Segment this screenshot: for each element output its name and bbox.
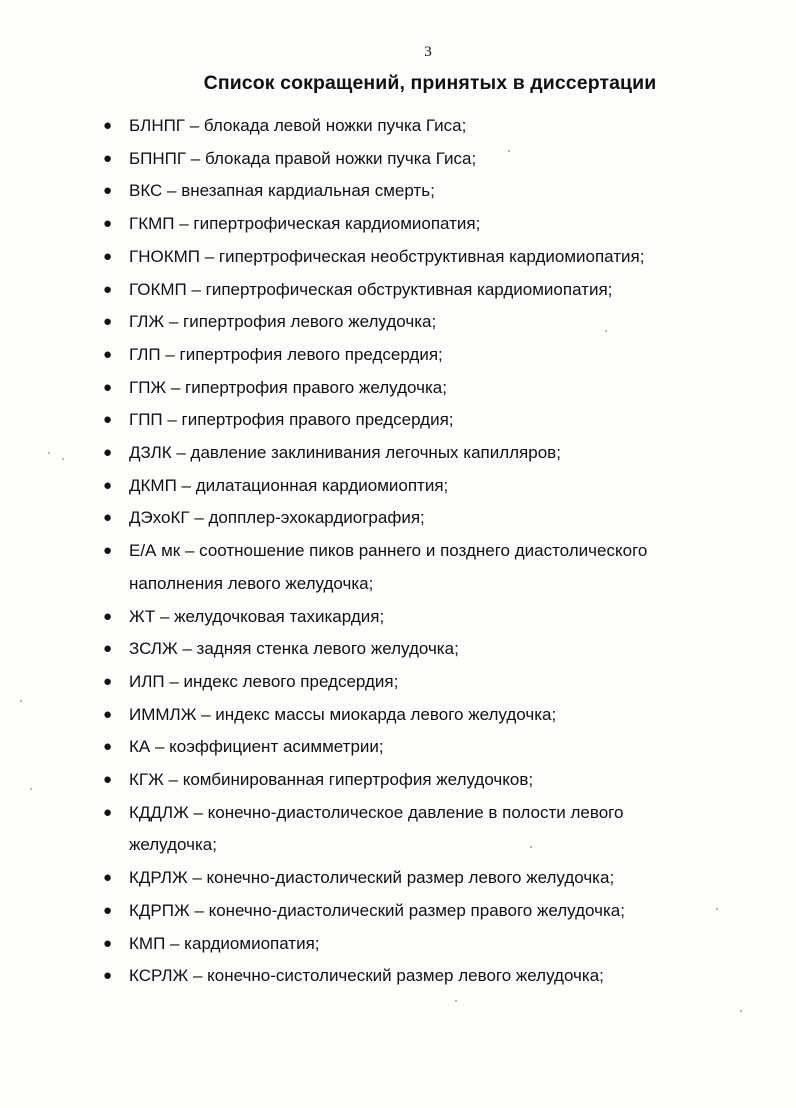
- abbreviation-text: БЛНПГ – блокада левой ножки пучка Гиса;: [129, 116, 467, 135]
- abbreviation-text: ДЭхоКГ – допплер-эхокардиография;: [129, 508, 425, 528]
- bullet-icon: ●: [103, 542, 113, 560]
- bullet-icon: ●: [103, 934, 113, 952]
- list-item: [0, 601, 796, 634]
- bullet-icon: ●: [103, 771, 113, 789]
- list-item: [0, 404, 796, 437]
- abbreviation-text: Е/А мк – соотношение пиков раннего и позднего диастолического: [129, 541, 648, 561]
- list-item: [0, 797, 796, 862]
- list-item: [0, 274, 796, 307]
- list-item: [0, 241, 796, 274]
- list-item: [0, 175, 796, 208]
- list-item: [0, 633, 796, 666]
- abbreviation-text: ИММЛЖ – индекс массы миокарда левого желудочка;: [129, 704, 557, 724]
- bullet-icon: ●: [103, 411, 113, 429]
- bullet-icon: ●: [103, 476, 113, 494]
- bullet-icon: ●: [103, 901, 113, 919]
- list-item: [0, 895, 796, 928]
- list-item: [0, 470, 796, 503]
- bullet-icon: ●: [103, 215, 113, 233]
- abbreviation-text: КМП – кардиомиопатия;: [129, 933, 320, 953]
- bullet-icon: ●: [103, 967, 113, 985]
- abbreviation-text: БПНПГ – блокада правой ножки пучка Гиса;: [129, 148, 477, 168]
- bullet-icon: ●: [103, 705, 113, 723]
- list-item: [0, 862, 796, 895]
- list-item: [0, 306, 796, 339]
- bullet-icon: ●: [103, 345, 113, 363]
- abbreviation-text: ДЗЛК – давление заклинивания легочных капилляров;: [129, 443, 561, 463]
- list-item: [0, 339, 796, 372]
- list-item: [0, 535, 796, 600]
- bullet-icon: ●: [103, 117, 113, 134]
- abbreviation-text: КДРПЖ – конечно-диастолический размер правого желудочка;: [129, 900, 625, 920]
- abbreviation-text-continuation: желудочка;: [129, 835, 217, 855]
- list-item: [0, 110, 796, 143]
- list-item: [0, 960, 796, 993]
- bullet-icon: ●: [103, 672, 113, 690]
- list-item: [0, 928, 796, 961]
- abbreviation-text: ГПЖ – гипертрофия правого желудочка;: [129, 377, 447, 397]
- abbreviation-text: ГНОКМП – гипертрофическая необструктивная кардиомиопатия;: [129, 246, 645, 266]
- abbreviation-text: КА – коэффициент асимметрии;: [129, 737, 384, 757]
- abbreviation-text: ГКМП – гипертрофическая кардиомиопатия;: [129, 214, 481, 234]
- list-item: [0, 372, 796, 405]
- list-item: [0, 208, 796, 241]
- bullet-icon: ●: [103, 869, 113, 887]
- bullet-icon: ●: [103, 444, 113, 462]
- bullet-icon: ●: [103, 607, 113, 625]
- abbreviation-text: ГОКМП – гипертрофическая обструктивная кардиомиопатия;: [129, 279, 613, 299]
- abbreviation-text: ГЛЖ – гипертрофия левого желудочка;: [129, 312, 437, 332]
- abbreviation-text: ЖТ – желудочковая тахикардия;: [129, 606, 385, 626]
- abbreviation-text: ИЛП – индекс левого предсердия;: [129, 671, 399, 691]
- page-number: 3: [424, 44, 432, 60]
- bullet-icon: ●: [103, 149, 113, 167]
- list-item: [0, 764, 796, 797]
- bullet-icon: ●: [103, 280, 113, 298]
- abbreviation-text: КДДЛЖ – конечно-диастолическое давление в полости левого: [129, 802, 624, 822]
- bullet-icon: ●: [103, 803, 113, 821]
- scan-speck: [740, 1010, 742, 1012]
- bullet-icon: ●: [103, 247, 113, 265]
- abbreviation-text: КСРЛЖ – конечно-систолический размер левого желудочка;: [129, 966, 604, 986]
- scan-speck: [455, 1000, 457, 1002]
- list-item: [0, 699, 796, 732]
- abbreviation-text: КДРЛЖ – конечно-диастолический размер левого желудочка;: [129, 868, 615, 888]
- list-item: [0, 143, 796, 176]
- list-item: [0, 666, 796, 699]
- bullet-icon: ●: [103, 509, 113, 527]
- abbreviation-text: ВКС – внезапная кардиальная смерть;: [129, 181, 435, 201]
- abbreviation-text-continuation: наполнения левого желудочка;: [129, 573, 374, 593]
- abbreviation-text: КГЖ – комбинированная гипертрофия желудочков;: [129, 770, 534, 790]
- list-item: [0, 502, 796, 535]
- abbreviation-text: ДКМП – дилатационная кардиомиоптия;: [129, 475, 449, 495]
- bullet-icon: ●: [103, 182, 113, 200]
- list-item: [0, 731, 796, 764]
- abbreviation-list: [0, 110, 796, 993]
- bullet-icon: ●: [103, 738, 113, 756]
- bullet-icon: ●: [103, 378, 113, 396]
- abbreviation-text: ГПП – гипертрофия правого предсердия;: [129, 410, 454, 430]
- list-item: [0, 437, 796, 470]
- bullet-icon: ●: [103, 640, 113, 658]
- abbreviation-text: ЗСЛЖ – задняя стенка левого желудочка;: [129, 639, 459, 659]
- page-title: Список сокращений, принятых в диссертации: [203, 72, 657, 94]
- abbreviation-text: ГЛП – гипертрофия левого предсердия;: [129, 344, 443, 364]
- bullet-icon: ●: [103, 313, 113, 331]
